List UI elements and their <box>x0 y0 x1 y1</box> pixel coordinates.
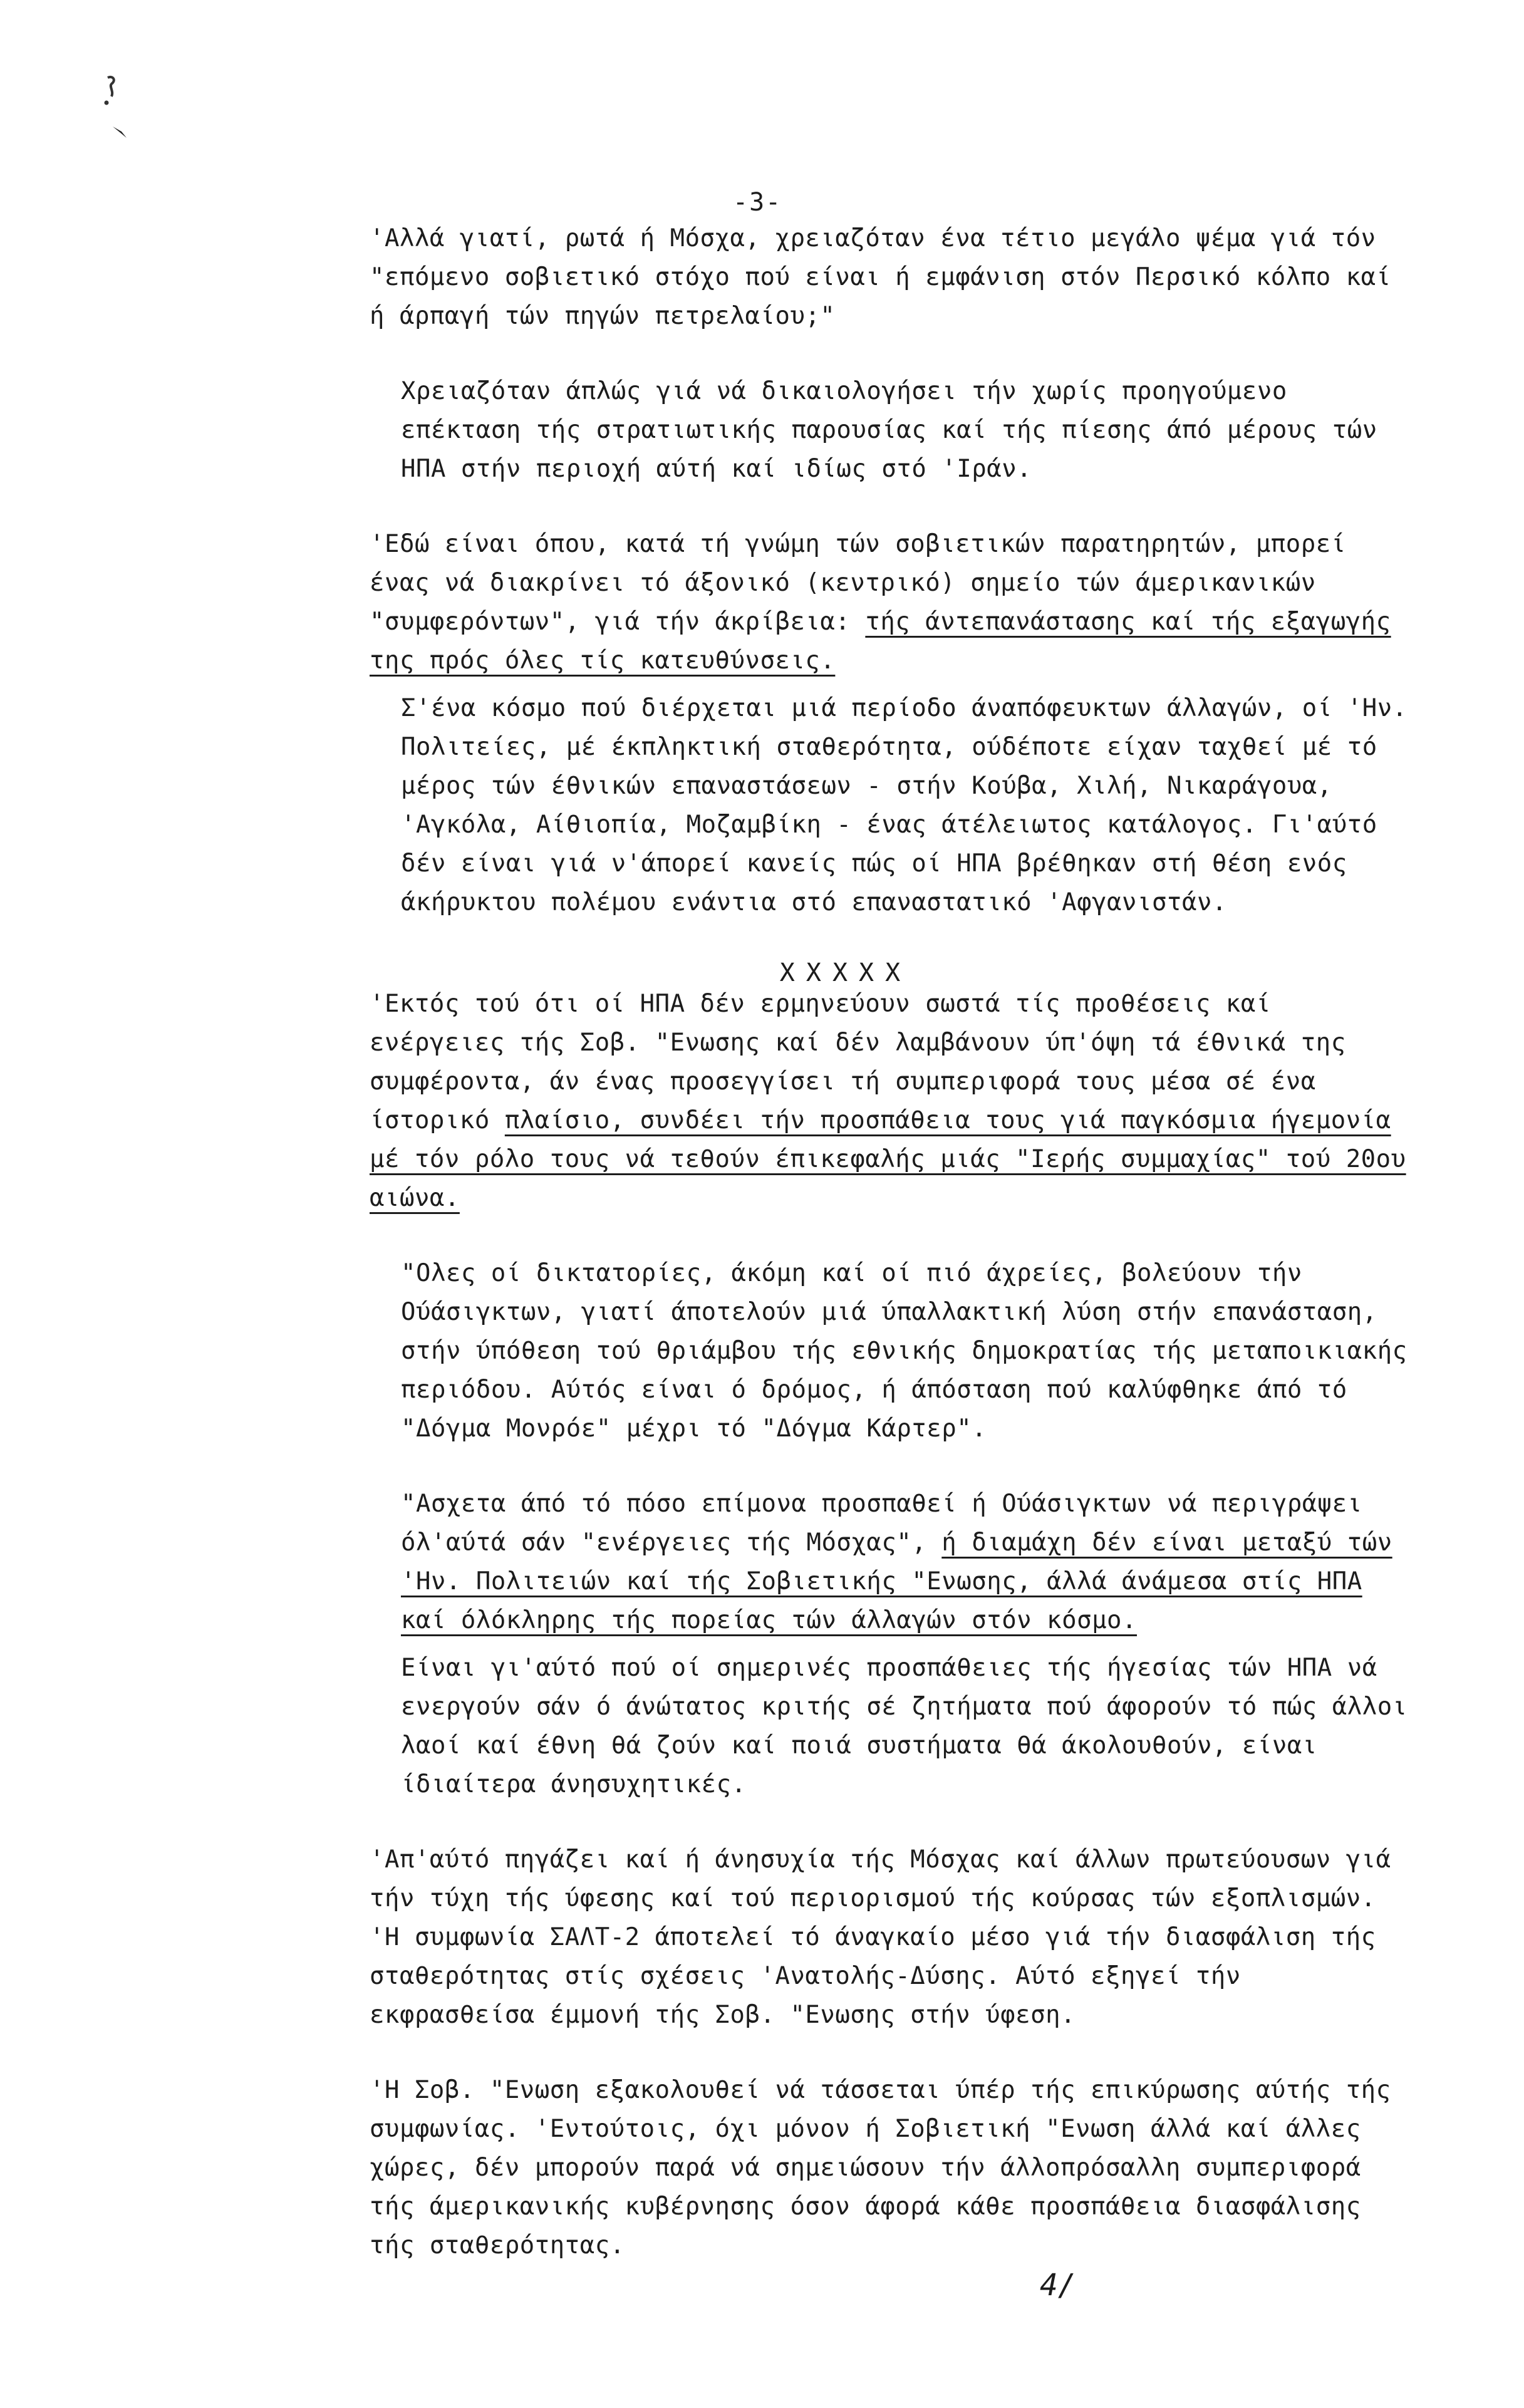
document-body <box>257 219 1409 2302</box>
page-number: -3- <box>733 188 782 217</box>
paragraph-3 <box>257 525 1409 680</box>
paragraph-7 <box>257 1485 1409 1640</box>
paragraph-2: Χρειαζόταν άπλώς γιά νά δικαιολογήσει τήν χωρίς προηγούμενο επέκταση τής στρατιωτικής παρουσίας καί τής πίεσης άπό μέρους τών ΗΠΑ στήν περιοχή αύτή καί ιδίως στό 'Ιράν. <box>401 377 1377 483</box>
paragraph-7-underlined: ή διαμάχη δέν είναι μεταξύ τών 'Ην. Πολιτειών καί τής Σοβιετικής "Ενωσης, άλλά άνάμεσα στίς ΗΠΑ καί όλόκληρης τής πορείας τών άλλαγών στόν κόσμο. <box>401 1528 1392 1634</box>
paragraph-5 <box>257 985 1409 1218</box>
paragraph-6: "Ολες οί δικτατορίες, άκόμη καί οί πιό άχρείες, βολεύουν τήν Ούάσιγκτων, γιατί άποτελούν μιά ύπαλλακτική λύση στήν επανάσταση, στήν ύπόθεση τού θριάμβου τής εθνικής δημοκρατίας τής μεταποικιακής περιόδου. Αύτός είναι ό δρόμος, ή άπόσταση πού καλύφθηκε άπό τό "Δόγμα Μονρόε" μέχρι τό "Δόγμα Κάρτερ". <box>401 1259 1407 1443</box>
paragraph-5-underlined: πλαίσιο, συνδέει τήν προσπάθεια τους γιά παγκόσμια ήγεμονία μέ τόν ρόλο τους νά τεθούν έπικεφαλής μιάς "Ιερής συμμαχίας" τού 20ου αιώνα. <box>370 1106 1406 1212</box>
paragraph-5-text: 'Εκτός τού ότι οί ΗΠΑ δέν ερμηνεύουν σωστά τίς προθέσεις καί ενέργειες τής Σοβ. "Ενωσης καί δέν λαμβάνουν ύπ'όψη τά έθνικά της συμφέροντα, άν ένας προσεγγίσει τή συμπεριφορά τους μέσα σέ ένα ίστορικό <box>370 990 1346 1134</box>
paragraph-9: 'Απ'αύτό πηγάζει καί ή άνησυχία τής Μόσχας καί άλλων πρωτεύουσων γιά τήν τύχη τής ύφεσης καί τού περιορισμού τής κούρσας τών εξοπλισμών. 'Η συμφωνία ΣΑΛΤ-2 άποτελεί τό άναγκαίο μέσο γιά τήν διασφάλιση τής σταθερότητας στίς σχέσεις 'Ανατολής-Δύσης. Αύτό εξηγεί τήν εκφρασθείσα έμμονή τής Σοβ. "Ενωσης στήν ύφεση. <box>370 1845 1391 2029</box>
paragraph-7-text: "Ασχετα άπό τό πόσο επίμονα προσπαθεί ή Ούάσιγκτων νά περιγράψει όλ'αύτά σάν "ενέργειες τής Μόσχας", <box>401 1490 1362 1557</box>
paragraph-3-text: 'Εδώ είναι όπου, κατά τή γνώμη τών σοβιετικών παρατηρητών, μπορεί ένας νά διακρίνει τό άξονικό (κεντρικό) σημείο τών άμερικανικών "συμφερόντων", γιά τήν άκρίβεια: <box>370 530 1346 636</box>
paragraph-1: 'Αλλά γιατί, ρωτά ή Μόσχα, χρειαζόταν ένα τέτιο μεγάλο ψέμα γιά τόν "επόμενο σοβιετικό στόχο πού είναι ή εμφάνιση στόν Περσικό κόλπο καί ή άρπαγή τών πηγών πετρελαίου;" <box>370 224 1391 330</box>
next-page-marker: 4/ <box>1040 2268 1076 2303</box>
section-separator: XXXXX <box>779 958 912 987</box>
paragraph-10: 'Η Σοβ. "Ενωση εξακολουθεί νά τάσσεται ύπέρ τής επικύρωσης αύτής τής συμφωνίας. 'Εντούτοις, όχι μόνον ή Σοβιετική "Ενωση άλλά καί άλλες χώρες, δέν μπορούν παρά νά σημειώσουν τήν άλλοπρόσαλλη συμπεριφορά τής άμερικανικής κυβέρνησης όσον άφορά κάθε προσπάθεια διασφάλισης τής σταθερότητας. <box>370 2076 1391 2260</box>
paragraph-4: Σ'ένα κόσμο πού διέρχεται μιά περίοδο άναπόφευκτων άλλαγών, οί 'Ην. Πολιτείες, μέ έκπληκτική σταθερότητα, ούδέποτε είχαν ταχθεί μέ τό μέρος τών έθνικών επαναστάσεων - στήν Κούβα, Χιλή, Νικαράγουα, 'Αγκόλα, Αίθιοπία, Μοζαμβίκη - ένας άτέλειωτος κατάλογος. Γι'αύτό δέν είναι γιά ν'άπορεί κανείς πώς οί ΗΠΑ βρέθηκαν στή θέση ενός άκήρυκτου πολέμου ενάντια στό επαναστατικό 'Αφγανιστάν. <box>401 694 1407 916</box>
paragraph-3-underlined: τής άντεπανάστασης καί τής εξαγωγής της πρός όλες τίς κατευθύνσεις. <box>370 608 1391 675</box>
handwritten-corner-mark <box>94 69 138 150</box>
paragraph-8: Είναι γι'αύτό πού οί σημερινές προσπάθειες τής ήγεσίας τών ΗΠΑ νά ενεργούν σάν ό άνώτατος κριτής σέ ζητήματα πού άφορούν τό πώς άλλοι λαοί καί έθνη θά ζούν καί ποιά συστήματα θά άκολουθούν, είναι ίδιαίτερα άνησυχητικές. <box>401 1654 1407 1798</box>
